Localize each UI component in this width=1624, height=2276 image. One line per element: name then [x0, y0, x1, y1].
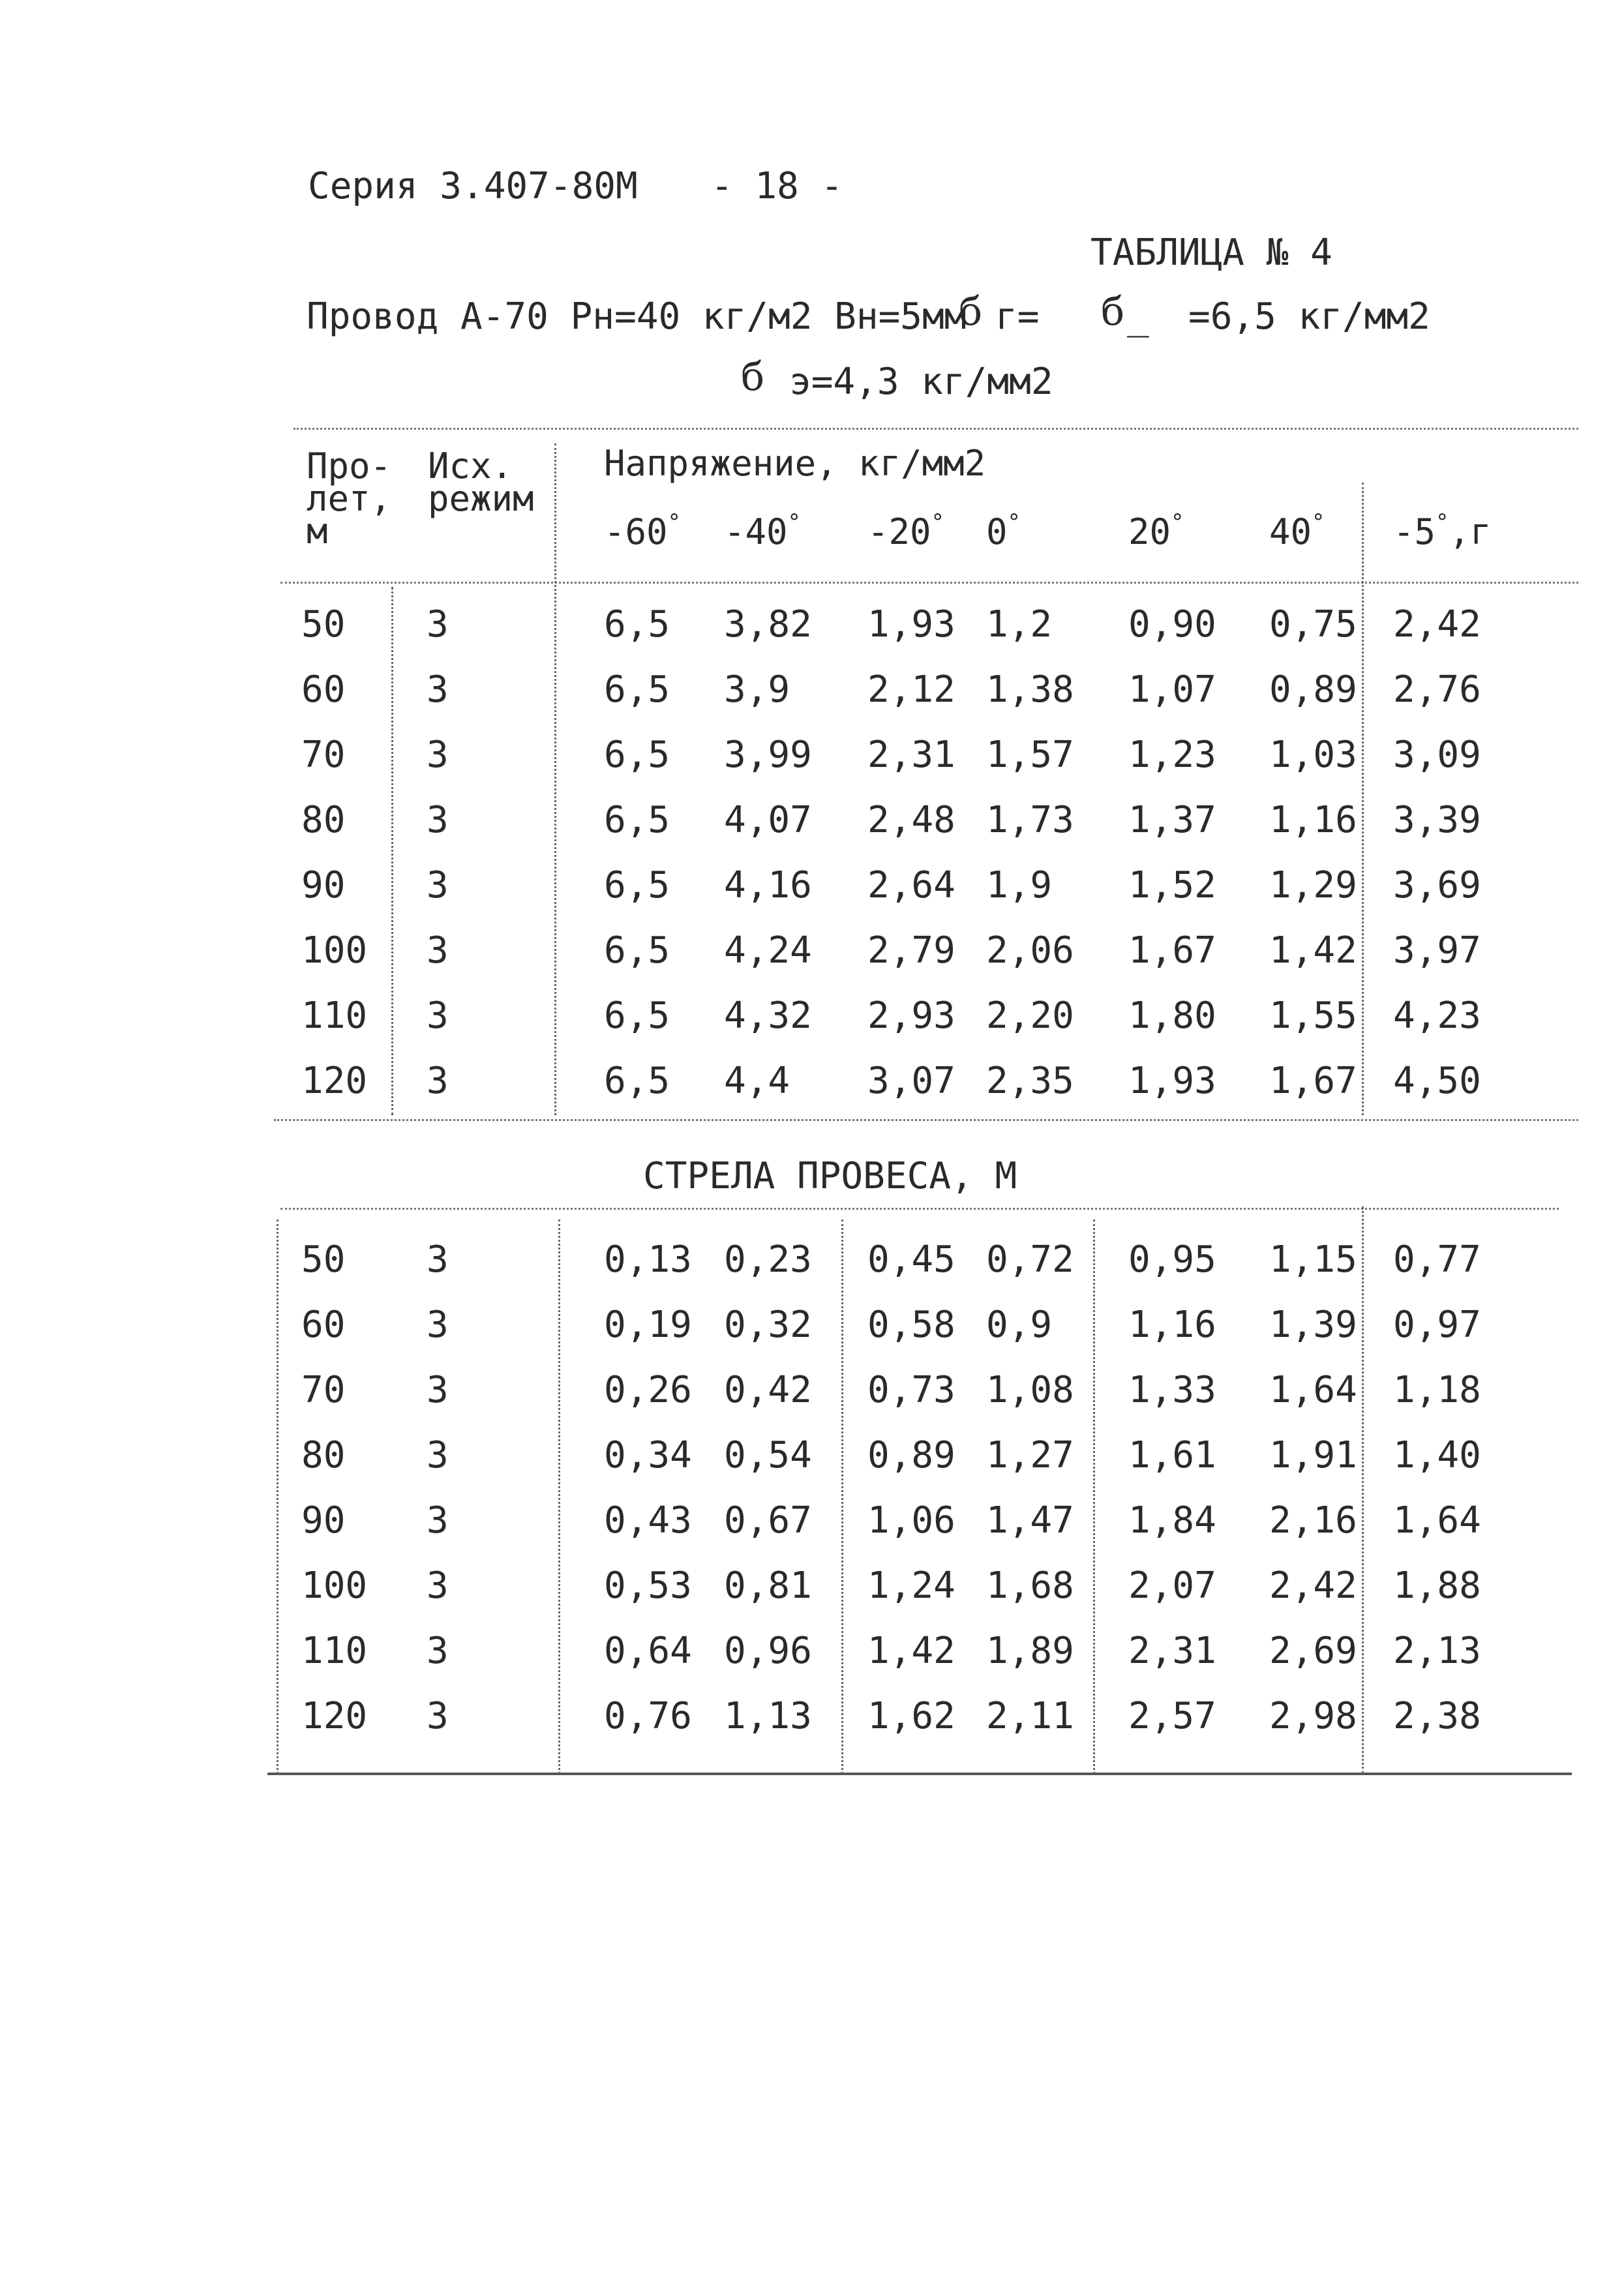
temp-header: -20° [867, 509, 945, 552]
value-cell: 3,09 [1393, 734, 1481, 776]
span-cell: 90 [301, 1499, 346, 1542]
vrule-2 [554, 443, 556, 1115]
mode-cell: 3 [427, 1369, 449, 1411]
value-cell: 1,06 [867, 1499, 955, 1542]
value-cell: 6,5 [604, 864, 670, 906]
value-cell: 2,42 [1393, 603, 1481, 646]
value-cell: 0,26 [604, 1369, 692, 1411]
vrule-8 [1362, 1206, 1364, 1774]
value-cell: 1,91 [1269, 1434, 1357, 1476]
value-cell: 1,62 [867, 1695, 955, 1737]
value-cell: 1,55 [1269, 995, 1357, 1037]
bottom-rule [267, 1773, 1572, 1775]
value-cell: 4,24 [724, 929, 812, 972]
value-cell: 3,99 [724, 734, 812, 776]
value-cell: 0,42 [724, 1369, 812, 1411]
value-cell: 2,98 [1269, 1695, 1357, 1737]
value-cell: 4,23 [1393, 995, 1481, 1037]
value-cell: 1,57 [986, 734, 1074, 776]
mode-cell: 3 [427, 1499, 449, 1542]
value-cell: 1,67 [1269, 1060, 1357, 1102]
header-rule [280, 582, 1578, 584]
value-cell: 1,93 [867, 603, 955, 646]
sigma-g-symbol: б [959, 289, 983, 335]
col-mode-header-2: режим [428, 478, 534, 519]
value-cell: 0,96 [724, 1630, 812, 1672]
table-label: ТАБЛИЦА № 4 [1090, 232, 1332, 274]
value-cell: 2,93 [867, 995, 955, 1037]
value-cell: 1,38 [986, 668, 1074, 711]
value-cell: 0,73 [867, 1369, 955, 1411]
value-cell: 1,42 [867, 1630, 955, 1672]
value-cell: 2,79 [867, 929, 955, 972]
span-cell: 90 [301, 864, 346, 906]
span-cell: 50 [301, 603, 346, 646]
value-cell: 1,9 [986, 864, 1053, 906]
value-cell: 0,90 [1128, 603, 1216, 646]
span-cell: 60 [301, 668, 346, 711]
value-cell: 1,84 [1128, 1499, 1216, 1542]
vrule-4 [277, 1220, 278, 1774]
span-cell: 70 [301, 734, 346, 776]
value-cell: 6,5 [604, 995, 670, 1037]
value-cell: 0,81 [724, 1565, 812, 1607]
sigma-value: =6,5 кг/мм2 [1188, 295, 1430, 338]
temp-header: -40° [724, 509, 802, 552]
mode-cell: 3 [427, 995, 449, 1037]
span-cell: 80 [301, 1434, 346, 1476]
col-span-header: Про- [307, 445, 392, 487]
value-cell: 0,64 [604, 1630, 692, 1672]
value-cell: 6,5 [604, 734, 670, 776]
mode-cell: 3 [427, 603, 449, 646]
value-cell: 0,32 [724, 1304, 812, 1346]
span-cell: 110 [301, 995, 368, 1037]
value-cell: 2,16 [1269, 1499, 1357, 1542]
span-cell: 80 [301, 799, 346, 841]
span-cell: 60 [301, 1304, 346, 1346]
value-cell: 1,47 [986, 1499, 1074, 1542]
sigma-minus-symbol: б [1101, 289, 1125, 335]
span-cell: 110 [301, 1630, 368, 1672]
value-cell: 4,50 [1393, 1060, 1481, 1102]
value-cell: 0,77 [1393, 1238, 1481, 1281]
sag-top-rule [280, 1208, 1559, 1210]
value-cell: 0,76 [604, 1695, 692, 1737]
value-cell: 1,64 [1269, 1369, 1357, 1411]
value-cell: 1,15 [1269, 1238, 1357, 1281]
value-cell: 0,9 [986, 1304, 1053, 1346]
value-cell: 1,24 [867, 1565, 955, 1607]
vrule-1 [391, 587, 393, 1115]
value-cell: 0,89 [1269, 668, 1357, 711]
vrule-7 [1093, 1220, 1095, 1774]
span-cell: 100 [301, 929, 368, 972]
sigma-e-label: э=4,3 кг/мм2 [789, 361, 1053, 403]
mode-cell: 3 [427, 1238, 449, 1281]
temp-header: 40° [1269, 509, 1325, 552]
series-label: Серия 3.407-80М [308, 165, 638, 207]
value-cell: 6,5 [604, 929, 670, 972]
col-mode-header: Исх. [428, 445, 513, 487]
span-cell: 50 [301, 1238, 346, 1281]
value-cell: 0,13 [604, 1238, 692, 1281]
value-cell: 2,69 [1269, 1630, 1357, 1672]
value-cell: 1,18 [1393, 1369, 1481, 1411]
top-rule [293, 428, 1578, 430]
value-cell: 6,5 [604, 799, 670, 841]
mode-cell: 3 [427, 668, 449, 711]
value-cell: 1,39 [1269, 1304, 1357, 1346]
value-cell: 0,58 [867, 1304, 955, 1346]
value-cell: 2,35 [986, 1060, 1074, 1102]
value-cell: 2,48 [867, 799, 955, 841]
value-cell: 2,38 [1393, 1695, 1481, 1737]
value-cell: 1,29 [1269, 864, 1357, 906]
value-cell: 4,16 [724, 864, 812, 906]
value-cell: 0,54 [724, 1434, 812, 1476]
stress-bottom-rule [274, 1119, 1578, 1121]
col-span-header-2: лет, [307, 478, 392, 519]
value-cell: 1,33 [1128, 1369, 1216, 1411]
value-cell: 0,72 [986, 1238, 1074, 1281]
value-cell: 0,89 [867, 1434, 955, 1476]
value-cell: 4,07 [724, 799, 812, 841]
value-cell: 3,97 [1393, 929, 1481, 972]
value-cell: 1,68 [986, 1565, 1074, 1607]
value-cell: 1,52 [1128, 864, 1216, 906]
value-cell: 3,82 [724, 603, 812, 646]
value-cell: 2,13 [1393, 1630, 1481, 1672]
value-cell: 1,40 [1393, 1434, 1481, 1476]
mode-cell: 3 [427, 1630, 449, 1672]
value-cell: 1,88 [1393, 1565, 1481, 1607]
value-cell: 2,42 [1269, 1565, 1357, 1607]
value-cell: 3,69 [1393, 864, 1481, 906]
value-cell: 1,27 [986, 1434, 1074, 1476]
value-cell: 0,43 [604, 1499, 692, 1542]
value-cell: 0,34 [604, 1434, 692, 1476]
mode-cell: 3 [427, 734, 449, 776]
span-cell: 120 [301, 1060, 368, 1102]
mode-cell: 3 [427, 864, 449, 906]
value-cell: 2,64 [867, 864, 955, 906]
value-cell: 0,67 [724, 1499, 812, 1542]
value-cell: 0,19 [604, 1304, 692, 1346]
mode-cell: 3 [427, 929, 449, 972]
value-cell: 1,80 [1128, 995, 1216, 1037]
stress-title: Напряжение, кг/мм2 [604, 443, 986, 484]
value-cell: 1,08 [986, 1369, 1074, 1411]
page-number: - 18 - [711, 165, 843, 207]
span-cell: 120 [301, 1695, 368, 1737]
sigma-minus-sub: _ [1127, 295, 1149, 338]
sigma-g-label: г= [995, 295, 1040, 338]
value-cell: 2,20 [986, 995, 1074, 1037]
vrule-5 [558, 1220, 560, 1774]
vrule-3 [1362, 483, 1364, 1115]
value-cell: 2,31 [1128, 1630, 1216, 1672]
value-cell: 2,07 [1128, 1565, 1216, 1607]
conditions-line: Провод А-70 Рн=40 кг/м2 Вн=5мм [307, 295, 967, 338]
value-cell: 0,95 [1128, 1238, 1216, 1281]
value-cell: 2,76 [1393, 668, 1481, 711]
value-cell: 1,2 [986, 603, 1053, 646]
value-cell: 1,67 [1128, 929, 1216, 972]
value-cell: 1,89 [986, 1630, 1074, 1672]
value-cell: 1,16 [1128, 1304, 1216, 1346]
temp-header: 0° [986, 509, 1021, 552]
value-cell: 1,93 [1128, 1060, 1216, 1102]
value-cell: 4,4 [724, 1060, 790, 1102]
mode-cell: 3 [427, 1060, 449, 1102]
value-cell: 1,16 [1269, 799, 1357, 841]
value-cell: 1,61 [1128, 1434, 1216, 1476]
sigma-e-symbol: б [741, 354, 765, 400]
value-cell: 0,97 [1393, 1304, 1481, 1346]
mode-cell: 3 [427, 1565, 449, 1607]
value-cell: 3,9 [724, 668, 790, 711]
value-cell: 1,07 [1128, 668, 1216, 711]
value-cell: 1,73 [986, 799, 1074, 841]
value-cell: 3,39 [1393, 799, 1481, 841]
value-cell: 0,45 [867, 1238, 955, 1281]
span-cell: 70 [301, 1369, 346, 1411]
value-cell: 1,42 [1269, 929, 1357, 972]
value-cell: 6,5 [604, 603, 670, 646]
value-cell: 2,31 [867, 734, 955, 776]
value-cell: 1,13 [724, 1695, 812, 1737]
value-cell: 2,11 [986, 1695, 1074, 1737]
value-cell: 6,5 [604, 1060, 670, 1102]
temp-header: -5°,г [1393, 509, 1492, 552]
value-cell: 1,03 [1269, 734, 1357, 776]
vrule-6 [841, 1220, 843, 1774]
value-cell: 4,32 [724, 995, 812, 1037]
temp-header: -60° [604, 509, 682, 552]
sag-title: СТРЕЛА ПРОВЕСА, М [643, 1155, 1017, 1197]
value-cell: 0,23 [724, 1238, 812, 1281]
mode-cell: 3 [427, 1695, 449, 1737]
value-cell: 6,5 [604, 668, 670, 711]
value-cell: 3,07 [867, 1060, 955, 1102]
value-cell: 0,53 [604, 1565, 692, 1607]
span-cell: 100 [301, 1565, 368, 1607]
value-cell: 0,75 [1269, 603, 1357, 646]
col-span-header-3: м [307, 511, 328, 552]
value-cell: 2,57 [1128, 1695, 1216, 1737]
value-cell: 2,12 [867, 668, 955, 711]
temp-header: 20° [1128, 509, 1184, 552]
value-cell: 1,37 [1128, 799, 1216, 841]
value-cell: 1,23 [1128, 734, 1216, 776]
mode-cell: 3 [427, 1304, 449, 1346]
value-cell: 1,64 [1393, 1499, 1481, 1542]
value-cell: 2,06 [986, 929, 1074, 972]
mode-cell: 3 [427, 799, 449, 841]
mode-cell: 3 [427, 1434, 449, 1476]
